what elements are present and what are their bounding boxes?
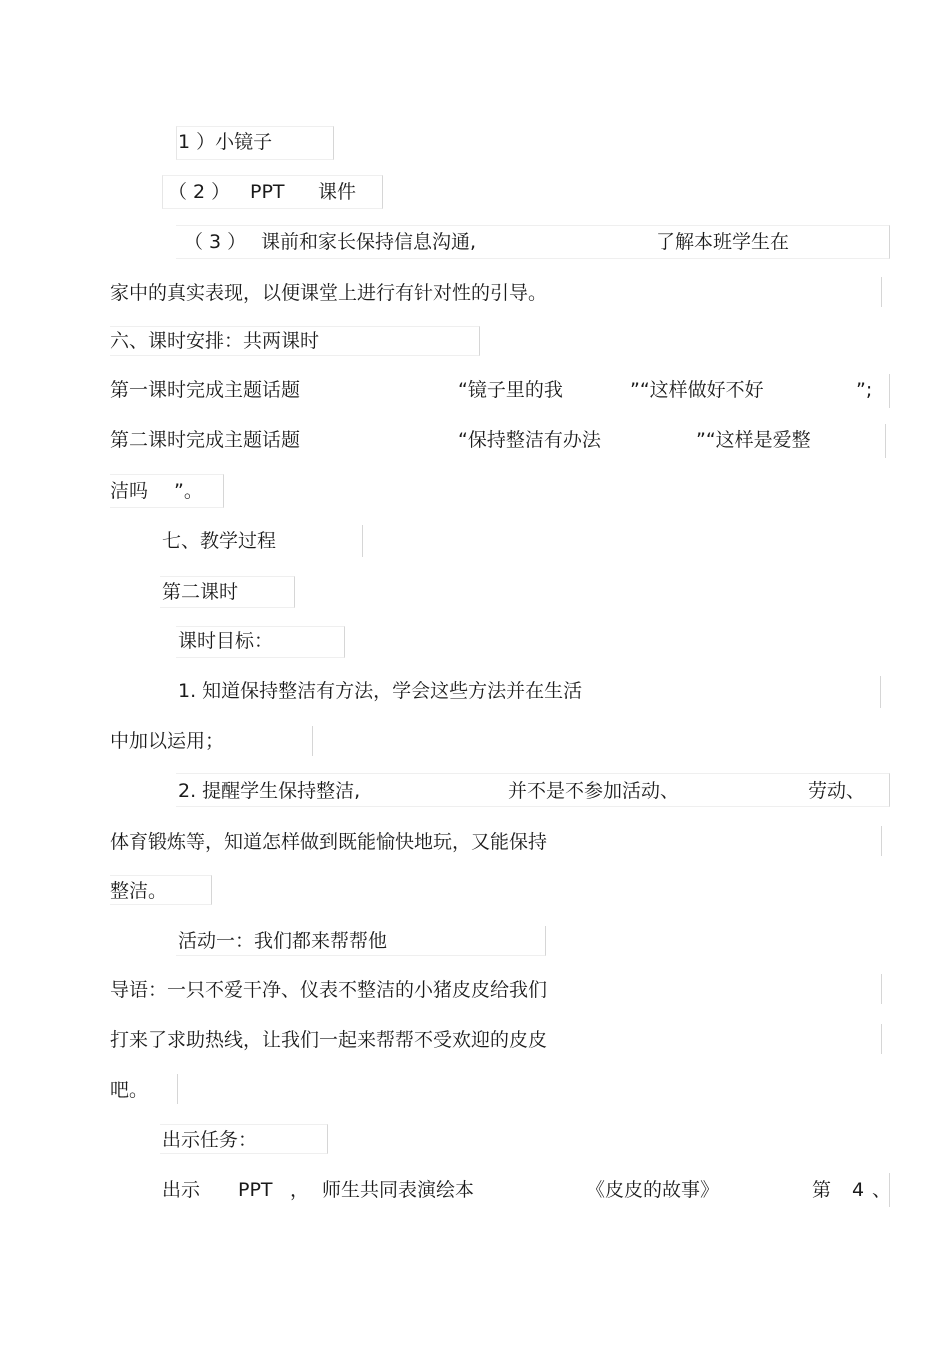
task-line [162,1177,892,1203]
material-item-3-continued-text: 家中的真实表现，以便课堂上进行有针对性的引导。 [110,282,548,304]
material-item-3-number: （ 3 ） [184,231,247,253]
task-title-text: 出示任务： [162,1129,258,1151]
activity-intro-1-text: 导语：一只不爱干净、仪表不整洁的小猪皮皮给我们 [110,979,548,1001]
material-item-3-text-b: 了解本班学生在 [656,231,790,253]
task-comma: ， [290,1179,310,1201]
task-num: 4 [852,1179,865,1201]
process-heading-text: 七、教学过程 [162,530,277,552]
goal-1-text: 1. 知道保持整洁有方法，学会这些方法并在生活 [178,680,583,702]
schedule-line-3 [110,478,222,504]
task-b: 师生共同表演绘本 [322,1179,475,1201]
goal-2-continued-text: 体育锻炼等，知道怎样做到既能愉快地玩，又能保持 [110,831,548,853]
material-item-3 [184,229,884,255]
activity-intro-3-text: 吧。 [110,1079,149,1101]
material-item-2-text: 课件 [318,181,357,203]
material-item-2-ppt: PPT [250,181,285,203]
schedule-line-2-a: 第二课时完成主题话题 [110,429,301,451]
goal-2 [178,778,878,804]
goal-2-c: 劳动、 [808,780,866,802]
schedule-line-3-end: ”。 [174,480,203,502]
task-a: 出示 [162,1179,201,1201]
material-item-2-number: （ 2 ） [168,181,231,203]
task-book: 《皮皮的故事》 [586,1179,720,1201]
material-item-3-text-a: 课前和家长保持信息沟通, [261,231,477,253]
goal-2-b: 并不是不参加活动、 [508,780,680,802]
task-d: 、 [872,1179,892,1201]
goal-2-a: 2. 提醒学生保持整洁, [178,780,361,802]
goal-title-text: 课时目标： [178,630,274,652]
activity-title-text: 活动一：我们都来帮帮他 [178,930,388,952]
schedule-line-2-b: “保持整洁有办法 [458,429,601,451]
schedule-line-1-c: ”“这样做好不好 [630,379,764,401]
schedule-line-1 [110,377,880,403]
task-c: 第 [812,1179,832,1201]
schedule-line-3-text: 洁吗 [110,480,149,502]
schedule-line-2 [110,427,880,453]
activity-intro-2-text: 打来了求助热线，让我们一起来帮帮不受欢迎的皮皮 [110,1029,548,1051]
schedule-line-1-d: ”; [856,379,873,401]
goal-2-end-text: 整洁。 [110,880,168,902]
schedule-line-1-a: 第一课时完成主题话题 [110,379,301,401]
material-item-1-text: 1 ）小镜子 [178,131,273,153]
goal-1-continued-text: 中加以运用； [110,730,225,752]
lesson-title-text: 第二课时 [162,581,239,603]
schedule-line-1-b: “镜子里的我 [458,379,563,401]
schedule-heading-text: 六、课时安排：共两课时 [110,330,320,352]
schedule-line-2-c: ”“这样是爱整 [696,429,811,451]
task-ppt: PPT [238,1179,273,1201]
material-item-2 [168,179,388,205]
